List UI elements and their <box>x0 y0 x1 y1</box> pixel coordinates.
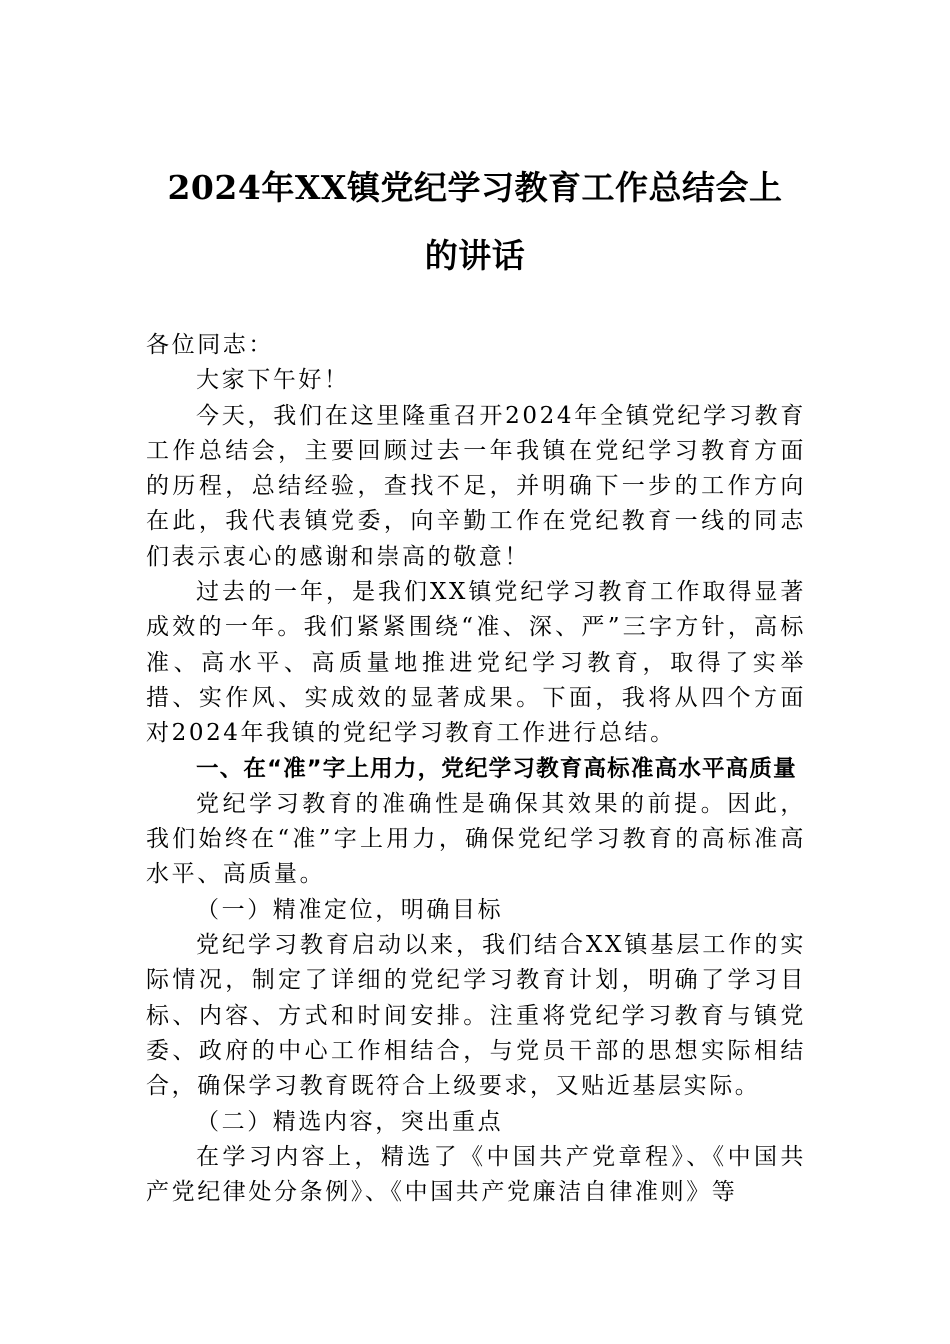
subsection-heading-1: （一）精准定位，明确目标 <box>196 896 504 923</box>
paragraph-overview: 过去的一年，是我们XX镇党纪学习教育工作取得显著成效的一年。我们紧紧围绕“准、深、严”三字方针，高标准、高水平、高质量地推进党纪学习教育，取得了实举措、实作风、实成效的显著成果。下面，我将从四个方面对2024年我镇的党纪学习教育工作进行总结。 <box>146 579 806 747</box>
paragraph-section-1-intro: 党纪学习教育的准确性是确保其效果的前提。因此，我们始终在“准”字上用力，确保党纪学习教育的高标准高水平、高质量。 <box>146 790 806 888</box>
paragraph-intro: 今天，我们在这里隆重召开2024年全镇党纪学习教育工作总结会，主要回顾过去一年我镇在党纪学习教育方面的历程，总结经验，查找不足，并明确下一步的工作方向在此，我代表镇党委，向辛勤工作在党纪教育一线的同志们表示衷心的感谢和崇高的敬意！ <box>146 402 806 570</box>
document-body <box>146 328 806 1210</box>
salutation: 各位同志： <box>146 332 274 358</box>
greeting: 大家下午好！ <box>196 367 350 394</box>
subsection-heading-2: （二）精选内容，突出重点 <box>196 1108 504 1135</box>
paragraph-subsection-2: 在学习内容上，精选了《中国共产党章程》、《中国共产党纪律处分条例》、《中国共产党廉洁自律准则》等 <box>146 1143 806 1206</box>
title-line-1: 2024年XX镇党纪学习教育工作总结会上 <box>167 168 783 207</box>
paragraph-subsection-1: 党纪学习教育启动以来，我们结合XX镇基层工作的实际情况，制定了详细的党纪学习教育计划，明确了学习目标、内容、方式和时间安排。注重将党纪学习教育与镇党委、政府的中心工作相结合，与党员干部的思想实际相结合，确保学习教育既符合上级要求，又贴近基层实际。 <box>146 932 806 1100</box>
section-heading-1: 一、在“准”字上用力，党纪学习教育高标准高水平高质量 <box>196 755 797 782</box>
title-line-2: 的讲话 <box>424 236 526 275</box>
document-title <box>140 154 810 290</box>
